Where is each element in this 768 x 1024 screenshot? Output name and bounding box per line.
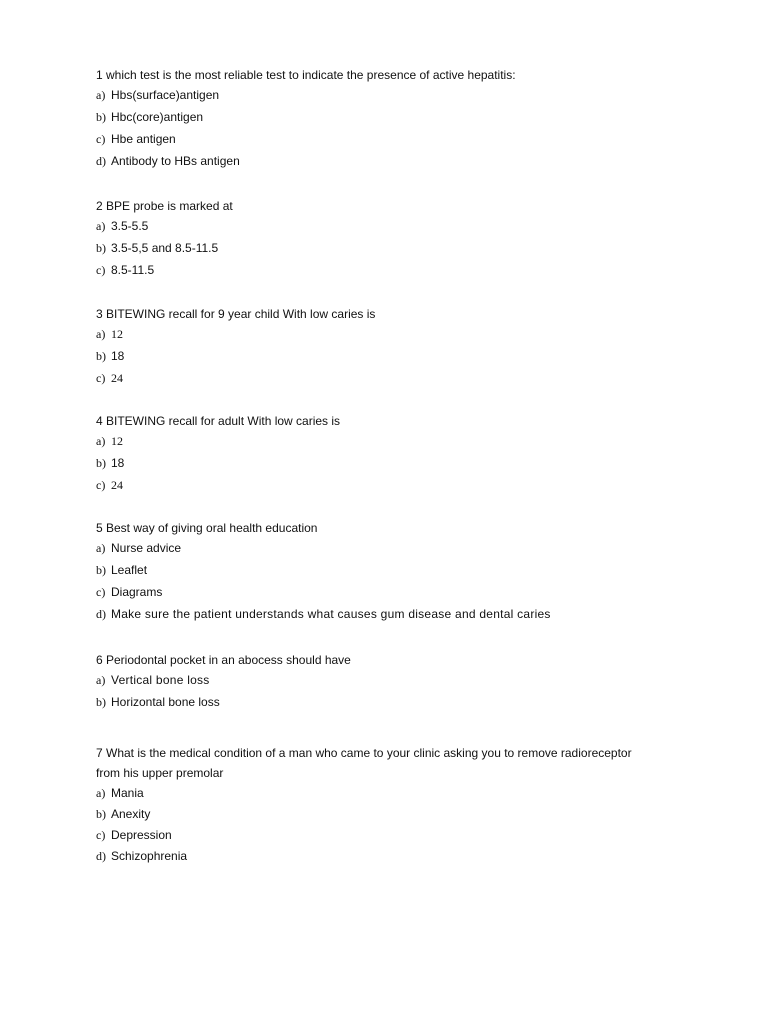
option-a <box>96 538 696 560</box>
option-text: Schizophrenia <box>111 849 188 863</box>
option-text: Depression <box>111 828 172 842</box>
question-text: 7 What is the medical condition of a man who came to your clinic asking you to remove radioreceptor from his upper premolar <box>96 746 632 780</box>
question-7 <box>96 743 696 867</box>
option-c <box>96 260 696 282</box>
option-text: Hbe antigen <box>111 132 176 146</box>
option-a <box>96 324 696 346</box>
option-text: Mania <box>111 786 144 800</box>
option-text: Nurse advice <box>111 541 182 555</box>
option-text: 12 <box>111 434 123 448</box>
option-letter: b) <box>96 349 106 363</box>
option-letter: c) <box>96 263 106 277</box>
option-text: Anexity <box>111 807 151 821</box>
option-a <box>96 670 696 692</box>
option-text: 3.5-5.5 <box>111 219 149 233</box>
option-c <box>96 582 696 604</box>
option-c <box>96 475 696 497</box>
option-letter: d) <box>96 849 106 863</box>
option-text: Hbs(surface)antigen <box>111 88 220 102</box>
option-letter: a) <box>96 673 106 687</box>
option-letter: b) <box>96 807 106 821</box>
option-text: 8.5-11.5 <box>111 263 155 277</box>
option-b <box>96 238 696 260</box>
option-d <box>96 151 696 173</box>
question-text: 3 BITEWING recall for 9 year child With low caries is <box>96 307 376 321</box>
option-a <box>96 216 696 238</box>
option-c <box>96 129 696 151</box>
option-letter: b) <box>96 110 106 124</box>
option-letter: b) <box>96 563 106 577</box>
option-d <box>96 846 696 867</box>
option-text: Diagrams <box>111 585 163 599</box>
option-letter: b) <box>96 241 106 255</box>
option-letter: b) <box>96 695 106 709</box>
question-text: 2 BPE probe is marked at <box>96 199 233 213</box>
option-b <box>96 804 696 825</box>
option-a <box>96 85 696 107</box>
option-text: 18 <box>111 456 125 470</box>
option-letter: a) <box>96 434 106 448</box>
option-text: 12 <box>111 327 123 341</box>
option-text: 18 <box>111 349 125 363</box>
option-b <box>96 560 696 582</box>
question-text: 6 Periodontal pocket in an abocess should have <box>96 653 351 667</box>
option-letter: c) <box>96 132 106 146</box>
question-6 <box>96 650 696 714</box>
option-letter: d) <box>96 607 106 621</box>
option-letter: c) <box>96 478 106 492</box>
question-2 <box>96 196 696 282</box>
option-letter: a) <box>96 786 106 800</box>
option-letter: a) <box>96 541 106 555</box>
option-letter: d) <box>96 154 106 168</box>
option-text: Horizontal bone loss <box>111 695 220 709</box>
option-a <box>96 431 696 453</box>
option-b <box>96 107 696 129</box>
option-c <box>96 368 696 390</box>
option-text: Vertical bone loss <box>111 673 210 687</box>
question-text: 1 which test is the most reliable test to indicate the presence of active hepatitis: <box>96 68 516 82</box>
option-letter: c) <box>96 828 106 842</box>
option-letter: a) <box>96 88 106 102</box>
question-text: 5 Best way of giving oral health education <box>96 521 318 535</box>
option-a <box>96 783 696 804</box>
option-b <box>96 453 696 475</box>
option-text: 24 <box>111 371 123 385</box>
option-letter: a) <box>96 219 106 233</box>
question-5 <box>96 518 696 626</box>
option-letter: b) <box>96 456 106 470</box>
option-c <box>96 825 696 846</box>
option-letter: a) <box>96 327 106 341</box>
option-d <box>96 604 696 626</box>
option-text: 3.5-5,5 and 8.5-11.5 <box>111 241 219 255</box>
option-text: Hbc(core)antigen <box>111 110 204 124</box>
option-text: Antibody to HBs antigen <box>111 154 240 168</box>
question-1 <box>96 65 696 173</box>
option-b <box>96 692 696 714</box>
option-letter: c) <box>96 371 106 385</box>
question-text: 4 BITEWING recall for adult With low caries is <box>96 414 341 428</box>
option-text: 24 <box>111 478 123 492</box>
question-4 <box>96 411 696 497</box>
option-text: Leaflet <box>111 563 148 577</box>
question-3 <box>96 304 696 390</box>
option-text: Make sure the patient understands what causes gum disease and dental caries <box>111 607 551 621</box>
option-b <box>96 346 696 368</box>
option-letter: c) <box>96 585 106 599</box>
